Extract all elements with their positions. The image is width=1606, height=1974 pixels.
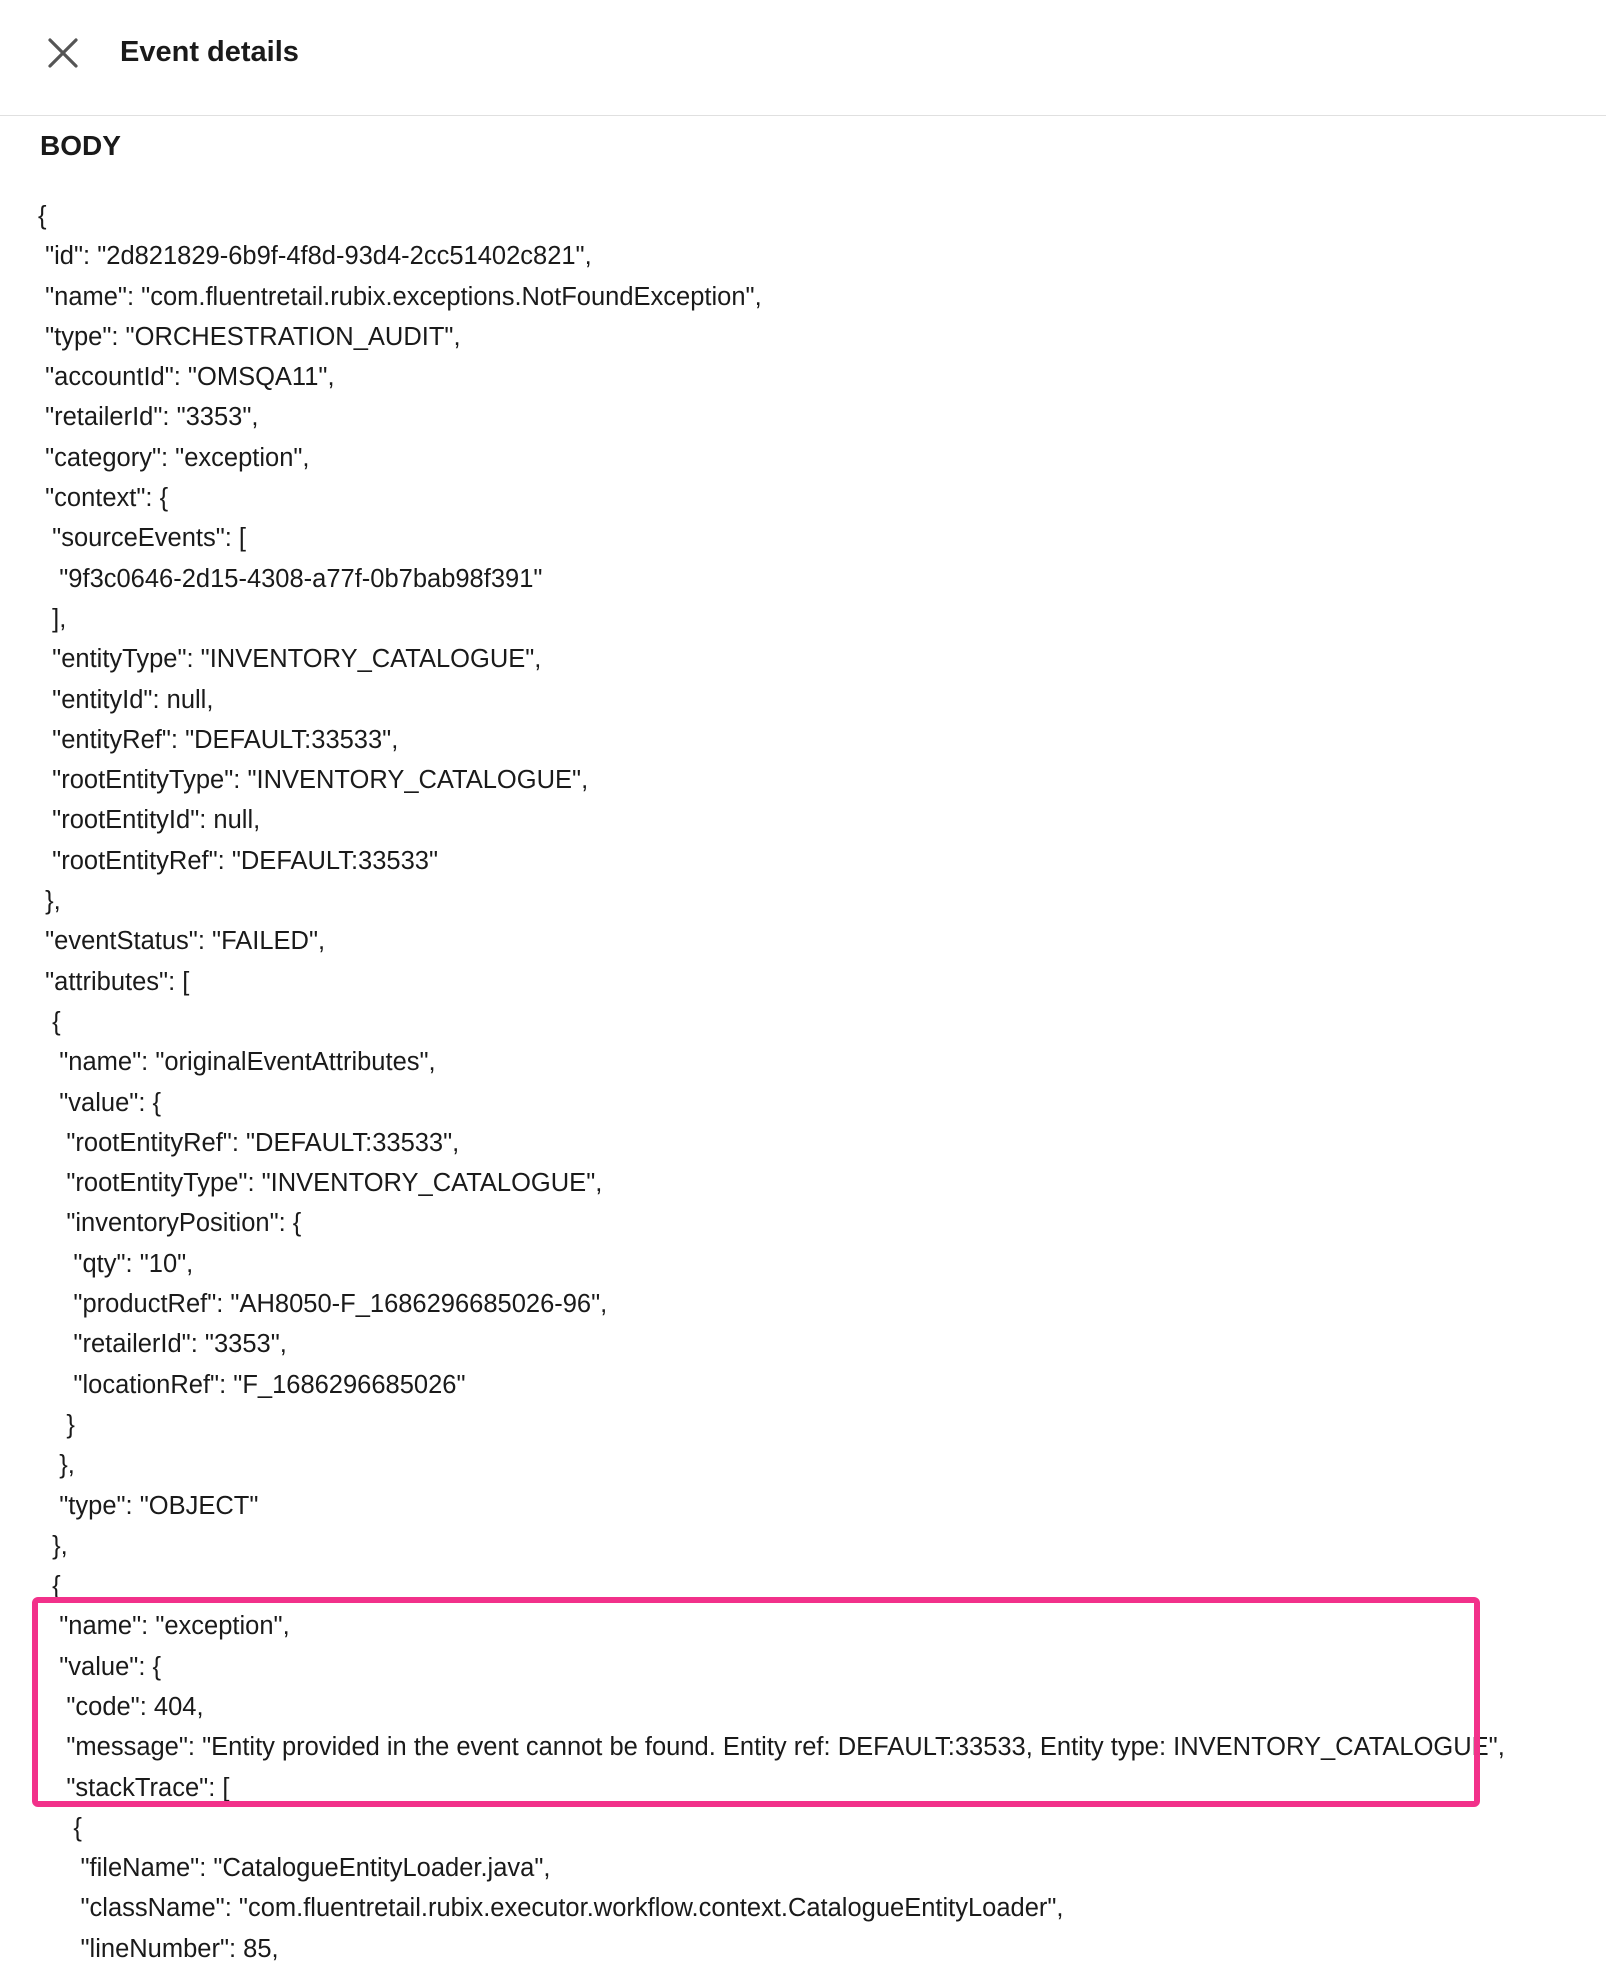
json-line: }, — [38, 1451, 75, 1480]
json-line: "type": "ORCHESTRATION_AUDIT", — [38, 322, 461, 351]
json-line: "rootEntityRef": "DEFAULT:33533" — [38, 846, 438, 875]
json-line: "name": "exception", — [38, 1612, 290, 1641]
json-line: "sourceEvents": [ — [38, 524, 247, 553]
json-line: "code": 404, — [38, 1692, 204, 1721]
json-line: "rootEntityType": "INVENTORY_CATALOGUE", — [38, 1169, 603, 1198]
json-line: "entityRef": "DEFAULT:33533", — [38, 725, 399, 754]
json-line: { — [38, 1007, 61, 1036]
json-line: "retailerId": "3353", — [38, 403, 259, 432]
json-line: "name": "originalEventAttributes", — [38, 1048, 436, 1077]
json-line: }, — [38, 887, 61, 916]
json-line: "value": { — [38, 1652, 162, 1681]
json-line: "fileName": "CatalogueEntityLoader.java", — [38, 1854, 551, 1883]
json-line: "context": { — [38, 484, 169, 513]
json-line: "type": "OBJECT" — [38, 1491, 259, 1520]
json-line: "qty": "10", — [38, 1249, 194, 1278]
json-line: "className": "com.fluentretail.rubix.executor.workflow.context.CatalogueEntityLoader", — [38, 1894, 1064, 1923]
json-line: "rootEntityId": null, — [38, 806, 261, 835]
json-line: ], — [38, 604, 67, 633]
json-line: "retailerId": "3353", — [38, 1330, 287, 1359]
json-line: "inventoryPosition": { — [38, 1209, 302, 1238]
close-button[interactable] — [40, 30, 86, 76]
json-line: { — [38, 1572, 61, 1601]
json-line: { — [38, 202, 47, 230]
json-line: "category": "exception", — [38, 443, 310, 472]
json-line: "productRef": "AH8050-F_1686296685026-96", — [38, 1290, 608, 1319]
dialog-header — [0, 0, 1606, 116]
json-line: "locationRef": "F_1686296685026" — [38, 1370, 466, 1399]
dialog-title: Event details — [120, 36, 299, 68]
json-line: "stackTrace": [ — [38, 1773, 230, 1802]
json-line: { — [38, 1813, 82, 1842]
json-line: "eventStatus": "FAILED", — [38, 927, 326, 956]
json-line: } — [38, 1410, 75, 1439]
close-icon[interactable] — [40, 30, 86, 76]
json-line: "attributes": [ — [38, 967, 190, 996]
json-line: "message": "Entity provided in the event cannot be found. Entity ref: DEFAULT:33533, Entity type: INVENTORY_CATALOGUE", — [38, 1733, 1505, 1762]
json-line: "rootEntityType": "INVENTORY_CATALOGUE", — [38, 766, 589, 795]
json-line: "value": { — [38, 1088, 162, 1117]
json-line: "entityType": "INVENTORY_CATALOGUE", — [38, 645, 542, 674]
json-line: "lineNumber": 85, — [38, 1934, 279, 1963]
json-line: "entityId": null, — [38, 685, 214, 714]
json-line: "accountId": "OMSQA11", — [38, 363, 335, 392]
json-body-viewer — [38, 196, 1578, 1969]
json-line: "name": "com.fluentretail.rubix.exceptions.NotFoundException", — [38, 282, 762, 311]
body-section-label: BODY — [40, 130, 121, 161]
json-line: }, — [38, 1531, 68, 1560]
json-line: "id": "2d821829-6b9f-4f8d-93d4-2cc51402c821", — [38, 242, 592, 271]
json-line: "rootEntityRef": "DEFAULT:33533", — [38, 1128, 460, 1157]
json-line: "9f3c0646-2d15-4308-a77f-0b7bab98f391" — [38, 564, 543, 593]
